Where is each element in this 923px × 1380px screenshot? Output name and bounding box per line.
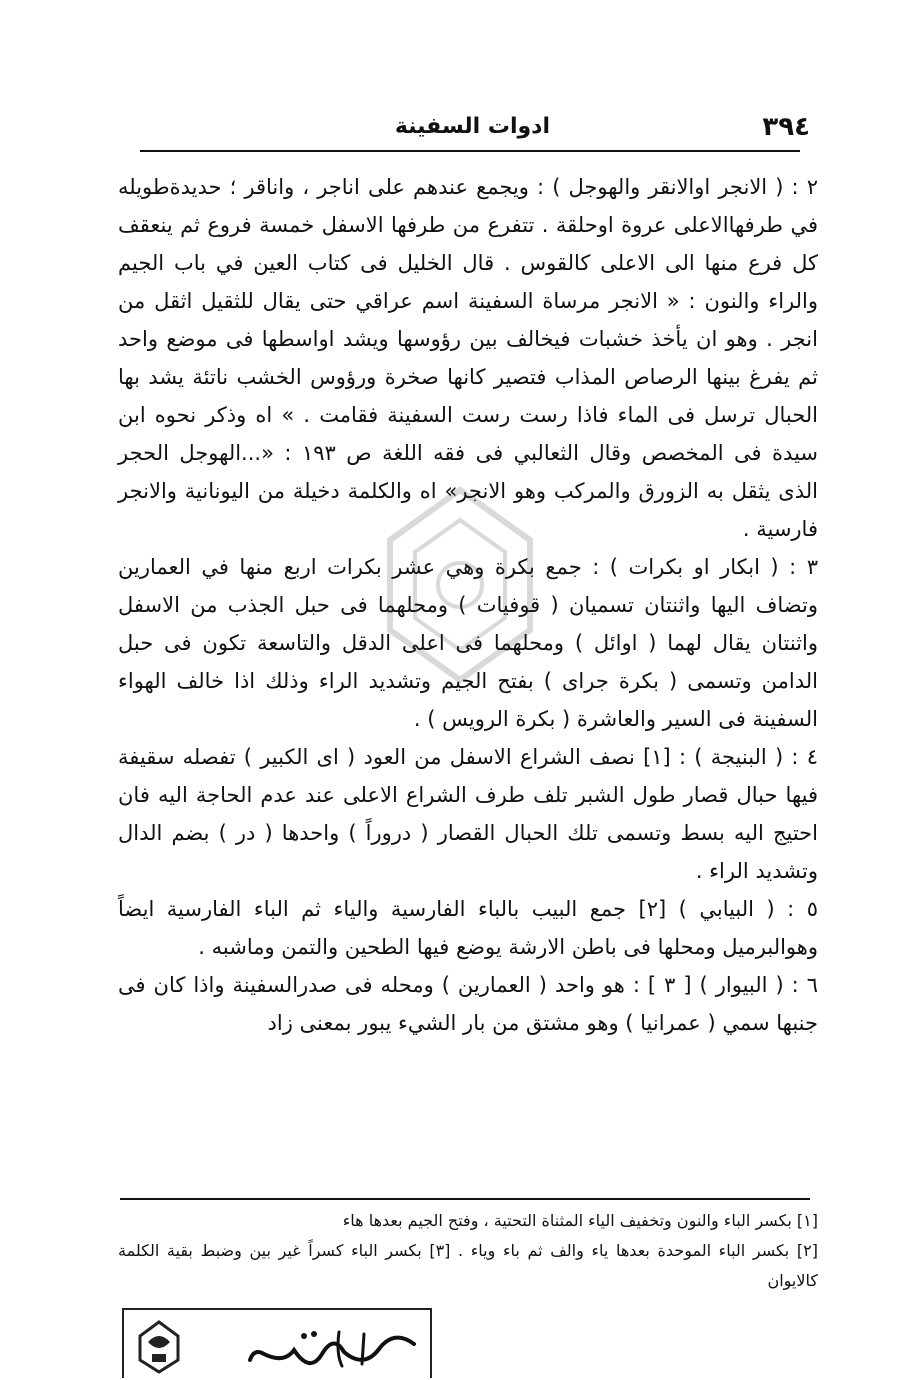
header-rule — [140, 150, 800, 152]
footnote-rule — [120, 1198, 810, 1200]
paragraph-pulleys: ٣ : ( ابكار او بكرات ) : جمع بكرة وهي عشر بكرات اربع منها في العمارين وتضاف اليها واثنتان تسميان ( قوفيات ) ومحلهما فى حبل الجذب من الاسفل واثنتان يقال لهما ( اوائل ) ومحلهما فى اعلى الدقل والتاسعة تكون فى حبل الدامن وتسمى ( بكرة جراى ) بفتح الجيم وتشديد الراء وذلك اذا خالف الهواء السفينة فى السير والعاشرة ( بكرة الرويس ) . — [118, 555, 818, 731]
running-title: ادوات السفينة — [394, 114, 550, 139]
stamp-signature-icon — [244, 1324, 424, 1374]
body-text — [118, 168, 818, 1042]
stamp-emblem-icon — [134, 1318, 184, 1376]
footnotes — [118, 1206, 818, 1296]
footnote-2-3: [٢] بكسر الباء الموحدة بعدها ياء والف ثم باء وياء . [٣] بكسر الباء كسراً غير بين وضبط بقية الكلمة كالايوان — [118, 1241, 818, 1290]
paragraph-baywar: ٦ : ( البيوار ) [ ٣ ] : هو واحد ( العمارين ) ومحله فى صدرالسفينة واذا كان فى جنبها سمي ( عمرانيا ) وهو مشتق من بار الشيء يبور بمعنى زاد — [118, 973, 819, 1035]
paragraph-anchor: ٢ : ( الانجر اوالانقر والهوجل ) : ويجمع عندهم على اناجر ، واناقر ؛ حديدةطويله في طرفهاالاعلى عروة اوحلقة . تتفرع من طرفها الاسفل خمسة فروع ثم ينعقف كل فرع منها الى الاعلى كالقوس . قال الخليل فى كتاب العين في باب الجيم والراء والنون : « الانجر مرساة السفينة اسم عراقي حتى يقال للثقيل اثقل من انجر . وهو ان يأخذ خشبات فيخالف بين رؤوسها ويشد اواسطها فى موضع واحد ثم يفرغ بينها الرصاص المذاب فتصير كانها صخرة ورؤوس الخشب ناتئة يشد بها الحبال ترسل فى الماء فاذا رست رست السفينة فقامت . » اه وذكر نحوه ابن سيدة فى المخصص وقال الثعالبي فى فقه اللغة ص ١٩٣ : «...الهوجل الحجر الذى يثقل به الزورق والمركب وهو الانجر» اه والكلمة دخيلة من اليونانية والانجر فارسية . — [118, 175, 819, 541]
footnote-1: [١] بكسر الباء والنون وتخفيف الياء المثناة التحتية ، وفتح الجيم بعدها هاء — [342, 1211, 818, 1230]
library-stamp — [122, 1308, 432, 1378]
paragraph-banija: ٤ : ( البنيجة ) : [١] نصف الشراع الاسفل من العود ( اى الكبير ) تفصله سقيفة فيها حبال قصار طول الشبر تلف طرف الشراع الاعلى عند عدم الحاجة اليه فان احتيج اليه بسط وتسمى تلك الحبال القصار ( دروراً ) واحدها ( در ) بضم الدال وتشديد الراء . — [118, 745, 819, 883]
page-number: ٣٩٤ — [762, 112, 810, 142]
paragraph-bayabi: ٥ : ( البيابي ) [٢] جمع البيب بالباء الفارسية والياء ثم الباء الفارسية ايضاً وهوالبرميل ومحلها فى باطن الارشة يوضع فيها الطحين والتمن وماشبه . — [118, 897, 818, 959]
page-header — [130, 112, 810, 146]
